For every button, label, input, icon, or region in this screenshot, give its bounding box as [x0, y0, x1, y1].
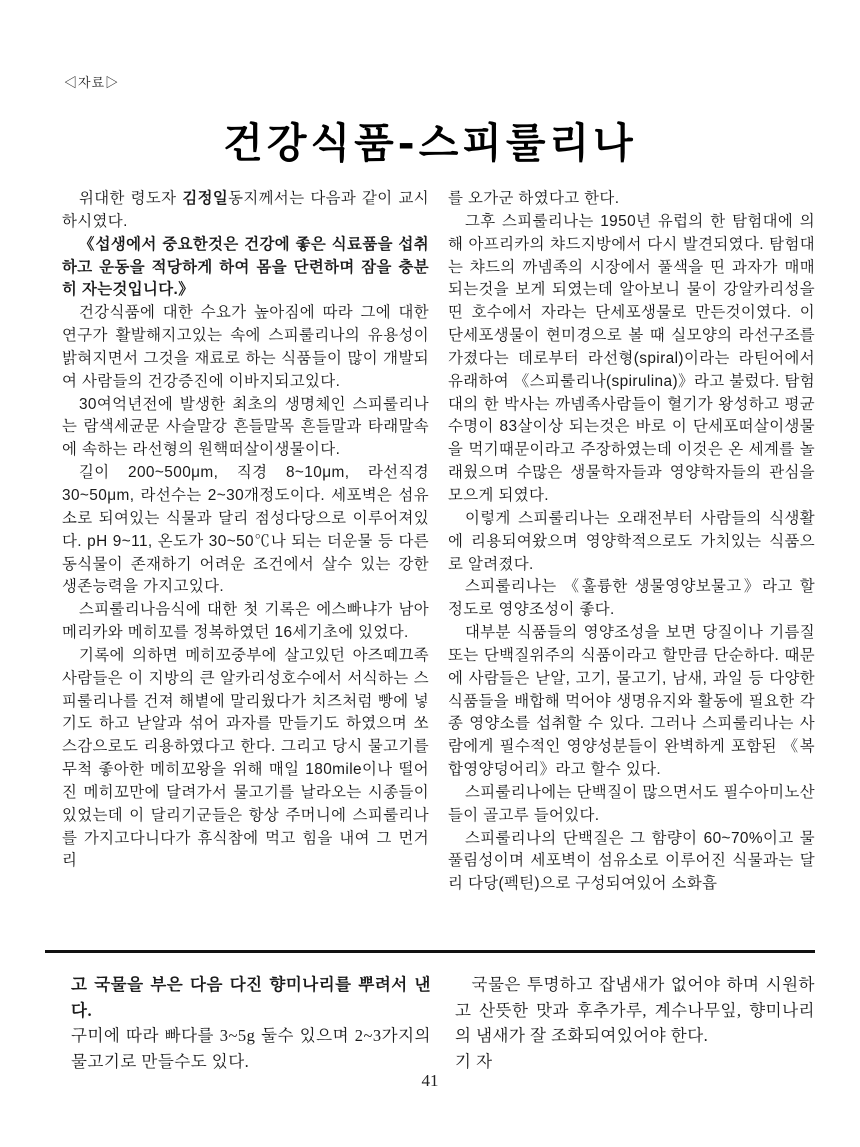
quote-paragraph: 《섭생에서 중요한것은 건강에 좋은 식료품을 섭취하고 운동을 적당하게 하여 몸을 단련하며 잠을 충분히 자는것입니다.》 [62, 235, 429, 299]
intro-paragraph [62, 188, 429, 234]
intro-suffix: 동지께서는 다음과 같이 교시하시였다. [62, 190, 429, 230]
reporter-byline: 기 자 [455, 1051, 493, 1071]
paragraph: 스피룰리나의 단백질은 그 함량이 60~70%이고 물풀림성이며 세포벽이 섬유소로 이루어진 식물과는 달리 다당(펙틴)으로 구성되여있어 소화흡 [448, 829, 815, 893]
right-column [448, 188, 815, 950]
paragraph: 30여억년전에 발생한 최초의 생명체인 스피룰리나는 람색세균문 사슬말강 흔들말목 흔들말과 타래말속에 속하는 라선형의 원핵떠살이생물이다. [62, 395, 429, 459]
article-body [62, 188, 815, 950]
paragraph: 스피룰리나는 《훌륭한 생물영양보물고》라고 할 정도로 영양조성이 좋다. [448, 578, 815, 619]
paragraph: 길이 200~500μm, 직경 8~10μm, 라선직경 30~50μm, 라선수는 2~30개정도이다. 세포벽은 섬유소로 되여있는 식물과 달리 점성다당으로 이루어져있다. pH 9~11, 온도가 30~50℃나 되는 더운물 등 다른 동식물이 존재하기 어려운 조건에서 살수 있는 강한 생존능력을 가지고있다. [62, 464, 429, 596]
intro-prefix: 위대한 령도자 [78, 190, 183, 207]
left-column [62, 188, 429, 950]
footer-paragraph: 국물은 투명하고 잡냄새가 없어야 하며 시원하고 산뜻한 맛과 후추가루, 계수나무잎, 향미나리의 냄새가 잘 조화되여있어야 한다. [455, 975, 815, 1045]
footer-paragraph: 구미에 따라 빠다를 3~5g 둘수 있으며 2~3가지의 물고기로 만들수도 있다. [71, 1026, 431, 1071]
paragraph: 스피룰리나음식에 대한 첫 기록은 에스빠냐가 남아메리카와 메히꼬를 정복하였던 16세기초에 있었다. [62, 601, 429, 642]
paragraph: 건강식품에 대한 수요가 높아짐에 따라 그에 대한 연구가 활발해지고있는 속에 스피룰리나의 유용성이 밝혀지면서 그것을 재료로 하는 식품들이 많이 개발되여 사람들의 건강증진에 이바지되고있다. [62, 304, 429, 390]
leader-name: 김정일 [182, 190, 229, 207]
paragraph: 그후 스피룰리나는 1950년 유럽의 한 탐험대에 의해 아프리카의 챠드지방에서 다시 발견되였다. 탐험대는 챠드의 까넴족의 시장에서 풀색을 띤 과자가 매매되는것을 보게 되였는데 알아보니 물이 강알카리성을 띤 호수에서 자라는 단세포생물로 만든것이였다. 이 단세포생물이 현미경으로 볼 때 실모양의 라선구조를 가졌다는 데로부터 라선형(spiral)이라는 라틴어에서 유래하여 《스피룰리나(spirulina)》라고 불렀다. 탐험대의 한 박사는 까넴족사람들이 혈기가 왕성하고 평균수명이 83살이상 되는것은 바로 이 단세포떠살이생물을 먹기때문이라고 주장하였는데 이것은 온 세계를 놀래웠으며 수많은 생물학자들과 영양학자들의 관심을 모으게 되였다. [448, 212, 815, 504]
section-marker: ◁자료▷ [64, 75, 120, 90]
section-divider-rule [45, 950, 815, 953]
paragraph: 기록에 의하면 메히꼬중부에 살고있던 아즈떼끄족사람들은 이 지방의 큰 알카리성호수에서 서식하는 스피룰리나를 건져 해볕에 말리웠다가 치즈처럼 빵에 넣기도 하고 낟알과 섞어 과자를 만들기도 하였으며 쏘스감으로도 리용하였다고 한다. 그리고 당시 물고기를 무척 좋아한 메히꼬왕을 위해 매일 180mile이나 떨어진 메히꼬만에 달려가서 물고기를 날라오는 시종들이 있었는데 이 달리기군들은 항상 주머니에 스피룰리나를 가지고다니다가 휴식참에 먹고 힘을 내여 그 먼거리 [62, 646, 429, 870]
paragraph-continuation: 를 오가군 하였다고 한다. [448, 190, 620, 207]
page-number: 41 [421, 1071, 439, 1090]
paragraph: 대부분 식품들의 영양조성을 보면 당질이나 기름질 또는 단백질위주의 식품이라고 할만큼 단순하다. 때문에 사람들은 낟알, 고기, 물고기, 남새, 과일 등 다양한 식품들을 배합해 먹어야 생명유지와 활동에 필요한 각종 영양소를 섭취할 수 있다. 그러나 스피룰리나는 사람에게 필수적인 영양성분들이 완벽하게 포함된 《복합영양덩어리》라고 할수 있다. [448, 624, 815, 779]
paragraph: 이렇게 스피룰리나는 오래전부터 사람들의 식생활에 리용되여왔으며 영양학적으로도 가치있는 식품으로 알려졌다. [448, 509, 815, 573]
footer-paragraph-bold: 고 국물을 부은 다음 다진 향미나리를 뿌려서 낸다. [71, 975, 431, 1020]
article-title: 건강식품-스피룰리나 [223, 119, 637, 167]
paragraph: 스피룰리나에는 단백질이 많으면서도 필수아미노산들이 골고루 들어있다. [448, 783, 815, 824]
